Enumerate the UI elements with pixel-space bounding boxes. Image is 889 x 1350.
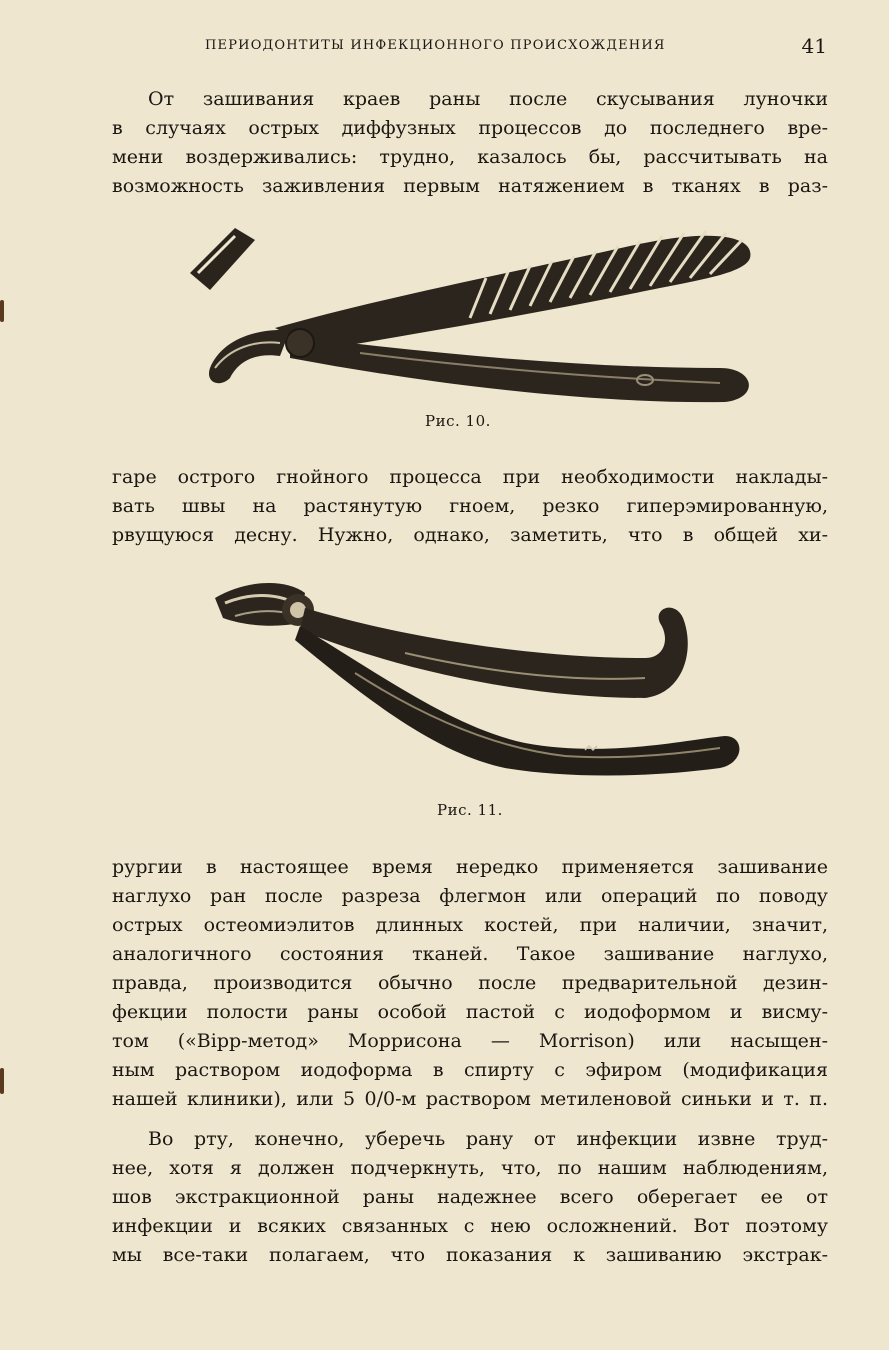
figure-11-forceps-illustration	[205, 578, 745, 783]
text-line: инфекции и всяких связанных с нею осложнений. Вот поэтому	[112, 1215, 828, 1237]
text-line: шов экстракционной раны надежнее всего оберегает ее от	[112, 1186, 828, 1208]
text-line: мы все-таки полагаем, что показания к зашиванию экстрак-	[112, 1244, 828, 1266]
paragraph-2	[112, 463, 828, 550]
running-title: ПЕРИОДОНТИТЫ ИНФЕКЦИОННОГО ПРОИСХОЖДЕНИЯ	[205, 38, 666, 53]
running-header	[205, 34, 827, 58]
text-line: в случаях острых диффузных процессов до последнего вре-	[112, 117, 828, 139]
text-line: правда, производится обычно после предварительной дезин-	[112, 972, 828, 994]
text-line: ным раствором иодоформа в спирту с эфиром (модификация	[112, 1059, 828, 1081]
text-line: рвущуюся десну. Нужно, однако, заметить, что в общей хи-	[112, 524, 828, 546]
binding-mark	[0, 1068, 4, 1094]
figure-10-caption: Рис. 10.	[425, 412, 491, 430]
paragraph-4	[112, 1125, 828, 1270]
binding-mark	[0, 300, 4, 322]
figure-11-caption: Рис. 11.	[437, 801, 503, 819]
text-line: том («Віpp-метод» Моррисона — Morrison) или насыщен-	[112, 1030, 828, 1052]
text-line: фекции полости раны особой пастой с иодоформом и висму-	[112, 1001, 828, 1023]
text-line: аналогичного состояния тканей. Такое зашивание наглухо,	[112, 943, 828, 965]
text-line: нее, хотя я должен подчеркнуть, что, по нашим наблюдениям,	[112, 1157, 828, 1179]
text-line: От зашивания краев раны после скусывания луночки	[148, 88, 828, 110]
text-line: Во рту, конечно, уберечь рану от инфекции извне труд-	[148, 1128, 828, 1150]
text-line: острых остеомиэлитов длинных костей, при наличии, значит,	[112, 914, 828, 936]
text-line: рургии в настоящее время нередко применяется зашивание	[112, 856, 828, 878]
text-line: мени воздерживались: трудно, казалось бы, рассчитывать на	[112, 146, 828, 168]
paragraph-1	[112, 85, 828, 201]
figure-10-forceps-illustration	[180, 218, 770, 408]
text-line: вать швы на растянутую гноем, резко гиперэмированную,	[112, 495, 828, 517]
text-line: наглухо ран после разреза флегмон или операций по поводу	[112, 885, 828, 907]
page-number: 41	[801, 34, 827, 58]
text-line: гаре острого гнойного процесса при необходимости наклады-	[112, 466, 828, 488]
text-line: возможность заживления первым натяжением в тканях в раз-	[112, 175, 828, 197]
paragraph-3	[112, 853, 828, 1114]
text-line: нашей клиники), или 5 0/0-м раствором метиленовой синьки и т. п.	[112, 1088, 828, 1110]
